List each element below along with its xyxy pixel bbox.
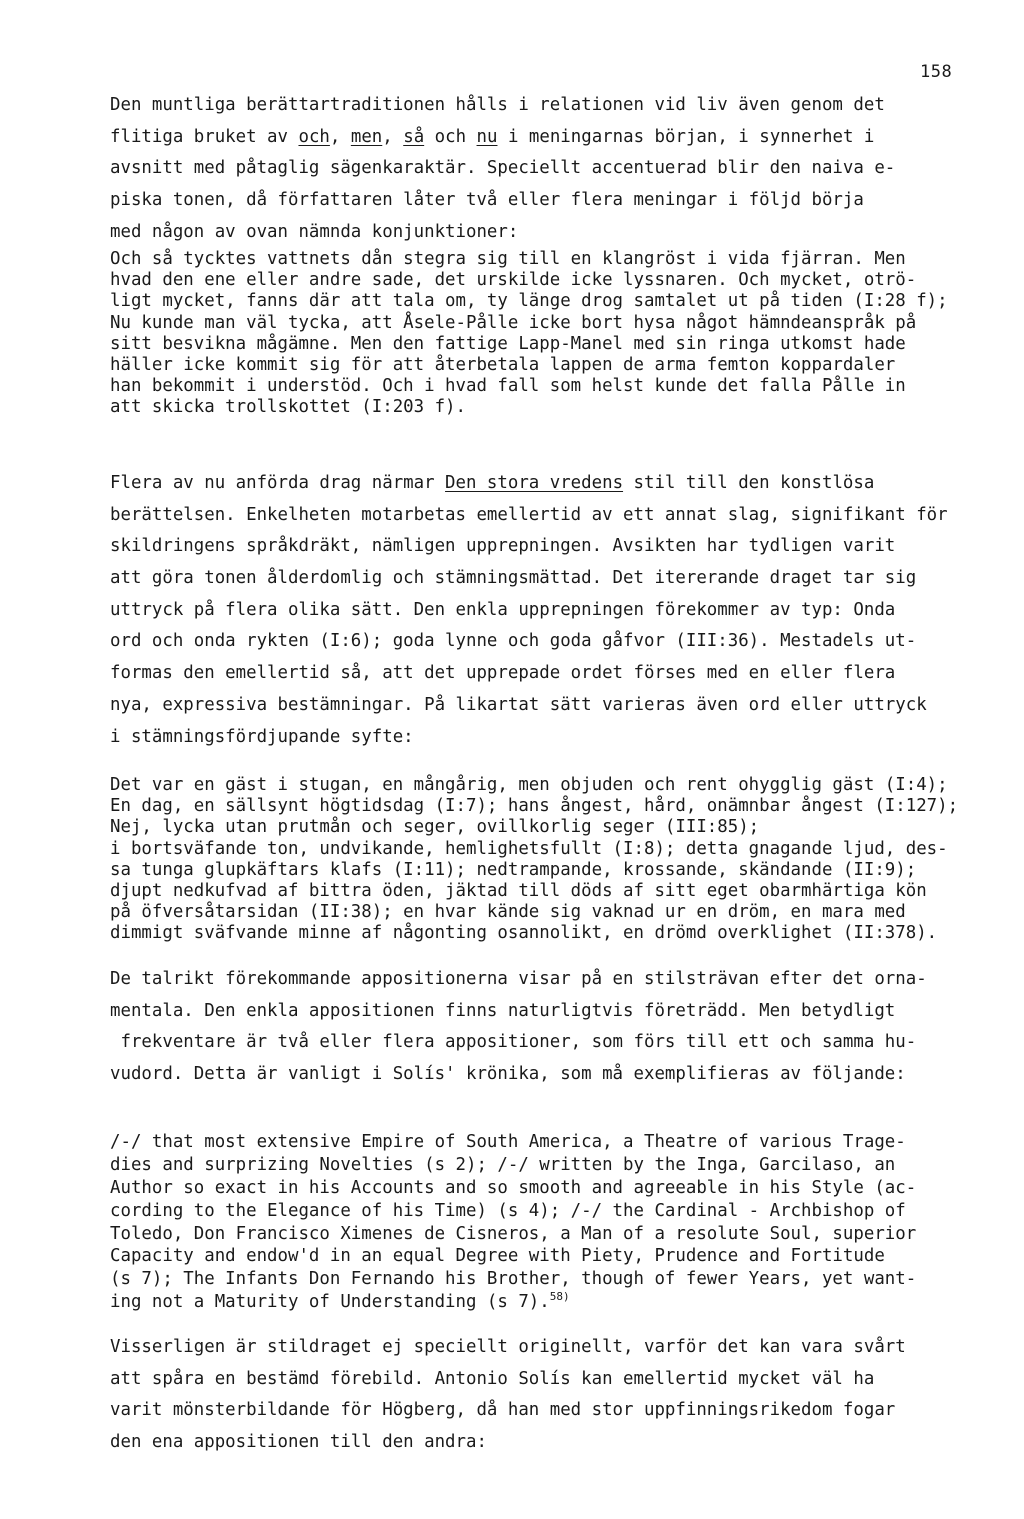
text-line [110, 839, 990, 860]
text-run: i stämningsfördjupande syfte: [110, 726, 414, 747]
text-run: med någon av ovan nämnda konjunktioner: [110, 221, 519, 242]
text-line [110, 334, 990, 355]
text-line [110, 397, 990, 418]
text-run: hvad den ene eller andre sade, det urskilde icke lyssnaren. Och mycket, otrö- [110, 270, 917, 291]
text-run: cording to the Elegance of his Time) (s 4); /-/ the Cardinal - Archbishop of [110, 1200, 906, 1221]
text-run: Toledo, Don Francisco Ximenes de Cisneros, a Man of a resolute Soul, superior [110, 1223, 917, 1244]
text-run: sitt besvikna mågämne. Men den fattige Lapp-Manel med sin ringa utkomst hade [110, 333, 906, 354]
text-line [110, 1154, 990, 1177]
text-line [110, 563, 990, 595]
text-line [110, 217, 990, 249]
text-run: han bekommit i understöd. Och i hvad fall som helst kunde det falla Pålle in [110, 376, 906, 397]
text-run: Den muntliga berättartraditionen hålls i relationen vid liv även genom det [110, 95, 885, 115]
text-line [110, 1223, 990, 1246]
text-line [110, 1177, 990, 1200]
text-line [110, 153, 990, 185]
text-line [110, 1131, 990, 1154]
text-run: skildringens språkdräkt, nämligen upprepningen. Avsikten har tydligen varit [110, 536, 896, 557]
text-line [110, 355, 990, 376]
text-run: En dag, en sällsynt högtidsdag (I:7); hans ångest, hård, onämnbar ångest (I:127); [110, 796, 959, 817]
text-line [110, 122, 990, 154]
text-run: att spåra en bestämd förebild. Antonio Solís kan emellertid mycket väl ha [110, 1368, 875, 1389]
text-run: dimmigt sväfvande minne af någonting osannolikt, en drömd overklighet (II:378). [110, 923, 938, 944]
text-run: att skicka trollskottet (I:203 f). [110, 397, 466, 418]
text-line [110, 1200, 990, 1223]
paragraph-2 [110, 468, 990, 753]
text-run: ligt mycket, fanns där att tala om, ty länge drog samtalet ut på tiden (I:28 f); [110, 291, 948, 312]
text-run: , [329, 126, 351, 147]
text-run: på öfversåtarsidan (II:38); en hvar kände sig vaknad ur en dröm, en mara med [110, 902, 906, 923]
text-run: , [382, 126, 404, 147]
text-line [110, 881, 990, 902]
text-line [110, 1427, 990, 1459]
text-run: och [424, 126, 477, 147]
text-line [110, 817, 990, 838]
text-run: frekventare är två eller flera appositioner, som förs till ett och samma hu- [110, 1032, 917, 1053]
text-line [110, 1268, 990, 1291]
text-run: piska tonen, då författaren låter två eller flera meningar i följd börja [110, 190, 864, 211]
underlined-word: så [403, 126, 425, 147]
text-run: (s 7); The Infants Don Fernando his Brother, though of fewer Years, yet want- [110, 1269, 917, 1290]
text-line [110, 626, 990, 658]
text-run: Och så tycktes vattnets dån stegra sig till en klangröst i vida fjärran. Men [110, 249, 906, 269]
text-line [110, 90, 990, 122]
text-run: ing not a Maturity of Understanding (s 7). [110, 1292, 550, 1313]
text-run: berättelsen. Enkelheten motarbetas emellertid av ett annat slag, signifikant för [110, 504, 948, 525]
underlined-word: men [350, 126, 383, 147]
text-line [110, 690, 990, 722]
text-line [110, 376, 990, 397]
text-line [110, 658, 990, 690]
text-run: Visserligen är stildraget ej speciellt originellt, varför det kan vara svårt [110, 1337, 906, 1357]
text-line [110, 860, 990, 881]
text-line [110, 796, 990, 817]
text-run: i meningarnas början, i synnerhet i [497, 126, 875, 147]
text-run: mentala. Den enkla appositionen finns naturligtvis företrädd. Men betydligt [110, 1000, 896, 1021]
text-line [110, 923, 990, 944]
text-run: flitiga bruket av [110, 126, 299, 147]
text-run: häller icke kommit sig för att återbetala lappen de arma femton koppardaler [110, 354, 896, 375]
text-run: att göra tonen ålderdomlig och stämningsmättad. Det itererande draget tar sig [110, 568, 917, 589]
text-run: Nej, lycka utan prutmån och seger, ovillkorlig seger (III:85); [110, 817, 760, 838]
text-line [110, 996, 990, 1028]
text-line [110, 902, 990, 923]
text-line [110, 531, 990, 563]
text-line [110, 249, 990, 270]
text-run: /-/ that most extensive Empire of South America, a Theatre of various Trage- [110, 1132, 906, 1152]
text-run: varit mönsterbildande för Högberg, då han med stor uppfinningsrikedom fogar [110, 1400, 896, 1421]
paragraph-1 [110, 90, 990, 248]
text-line [110, 1059, 990, 1091]
text-run: Author so exact in his Accounts and so smooth and agreeable in his Style (ac- [110, 1177, 917, 1198]
paragraph-3 [110, 964, 990, 1091]
quote-2 [110, 775, 990, 945]
text-line [110, 775, 990, 796]
text-run: vudord. Detta är vanligt i Solís' krönika, som må exemplifieras av följande: [110, 1064, 906, 1085]
text-run: De talrikt förekommande appositionerna visar på en stilsträvan efter det orna- [110, 969, 927, 989]
text-run: ord och onda rykten (I:6); goda lynne och goda gåfvor (III:36). Mestadels ut- [110, 631, 917, 652]
text-line [110, 291, 990, 312]
text-line [110, 964, 990, 996]
text-run: Nu kunde man väl tycka, att Åsele-Pålle icke bort hysa något hämndeanspråk på [110, 312, 917, 333]
text-line [110, 313, 990, 334]
paragraph-4 [110, 1332, 990, 1459]
text-line [110, 270, 990, 291]
text-run: Det var en gäst i stugan, en mångårig, men objuden och rent ohygglig gäst (I:4); [110, 775, 948, 795]
text-line [110, 1027, 990, 1059]
text-run: avsnitt med påtaglig sägenkaraktär. Speciellt accentuerad blir den naiva e- [110, 158, 896, 179]
text-line [110, 1364, 990, 1396]
text-line [110, 185, 990, 217]
text-run: Capacity and endow'd in an equal Degree with Piety, Prudence and Fortitude [110, 1246, 885, 1267]
quote-1 [110, 249, 990, 419]
text-run: nya, expressiva bestämningar. På likartat sätt varieras även ord eller uttryck [110, 694, 927, 715]
text-run: dies and surprizing Novelties (s 2); /-/ written by the Inga, Garcilaso, an [110, 1154, 896, 1175]
text-run: stil till den konstlösa [623, 473, 875, 493]
text-line [110, 722, 990, 754]
text-line [110, 1395, 990, 1427]
text-run: sa tunga glupkäftars klafs (I:11); nedtrampande, krossande, skändande (II:9); [110, 859, 917, 880]
text-run: formas den emellertid så, att det upprepade ordet förses med en eller flera [110, 663, 896, 684]
text-run: djupt nedkufvad af bittra öden, jäktad till döds af sitt eget obarmhärtiga kön [110, 880, 927, 901]
text-line [110, 468, 990, 500]
text-run: Flera av nu anförda drag närmar [110, 473, 446, 493]
text-line [110, 1291, 990, 1314]
underlined-word: nu [476, 126, 498, 147]
text-line [110, 500, 990, 532]
underlined-word: och [298, 126, 330, 147]
page-number: 158 [920, 62, 953, 82]
text-line [110, 595, 990, 627]
text-line [110, 1332, 990, 1364]
underlined-word: Den stora vredens [445, 473, 624, 493]
text-run: uttryck på flera olika sätt. Den enkla upprepningen förekommer av typ: Onda [110, 599, 896, 620]
footnote-marker: 58) [549, 1290, 570, 1304]
text-line [110, 1245, 990, 1268]
quote-3 [110, 1131, 990, 1314]
text-run: den ena appositionen till den andra: [110, 1432, 487, 1453]
text-run: i bortsväfande ton, undvikande, hemlighetsfullt (I:8); detta gnagande ljud, des- [110, 838, 948, 859]
